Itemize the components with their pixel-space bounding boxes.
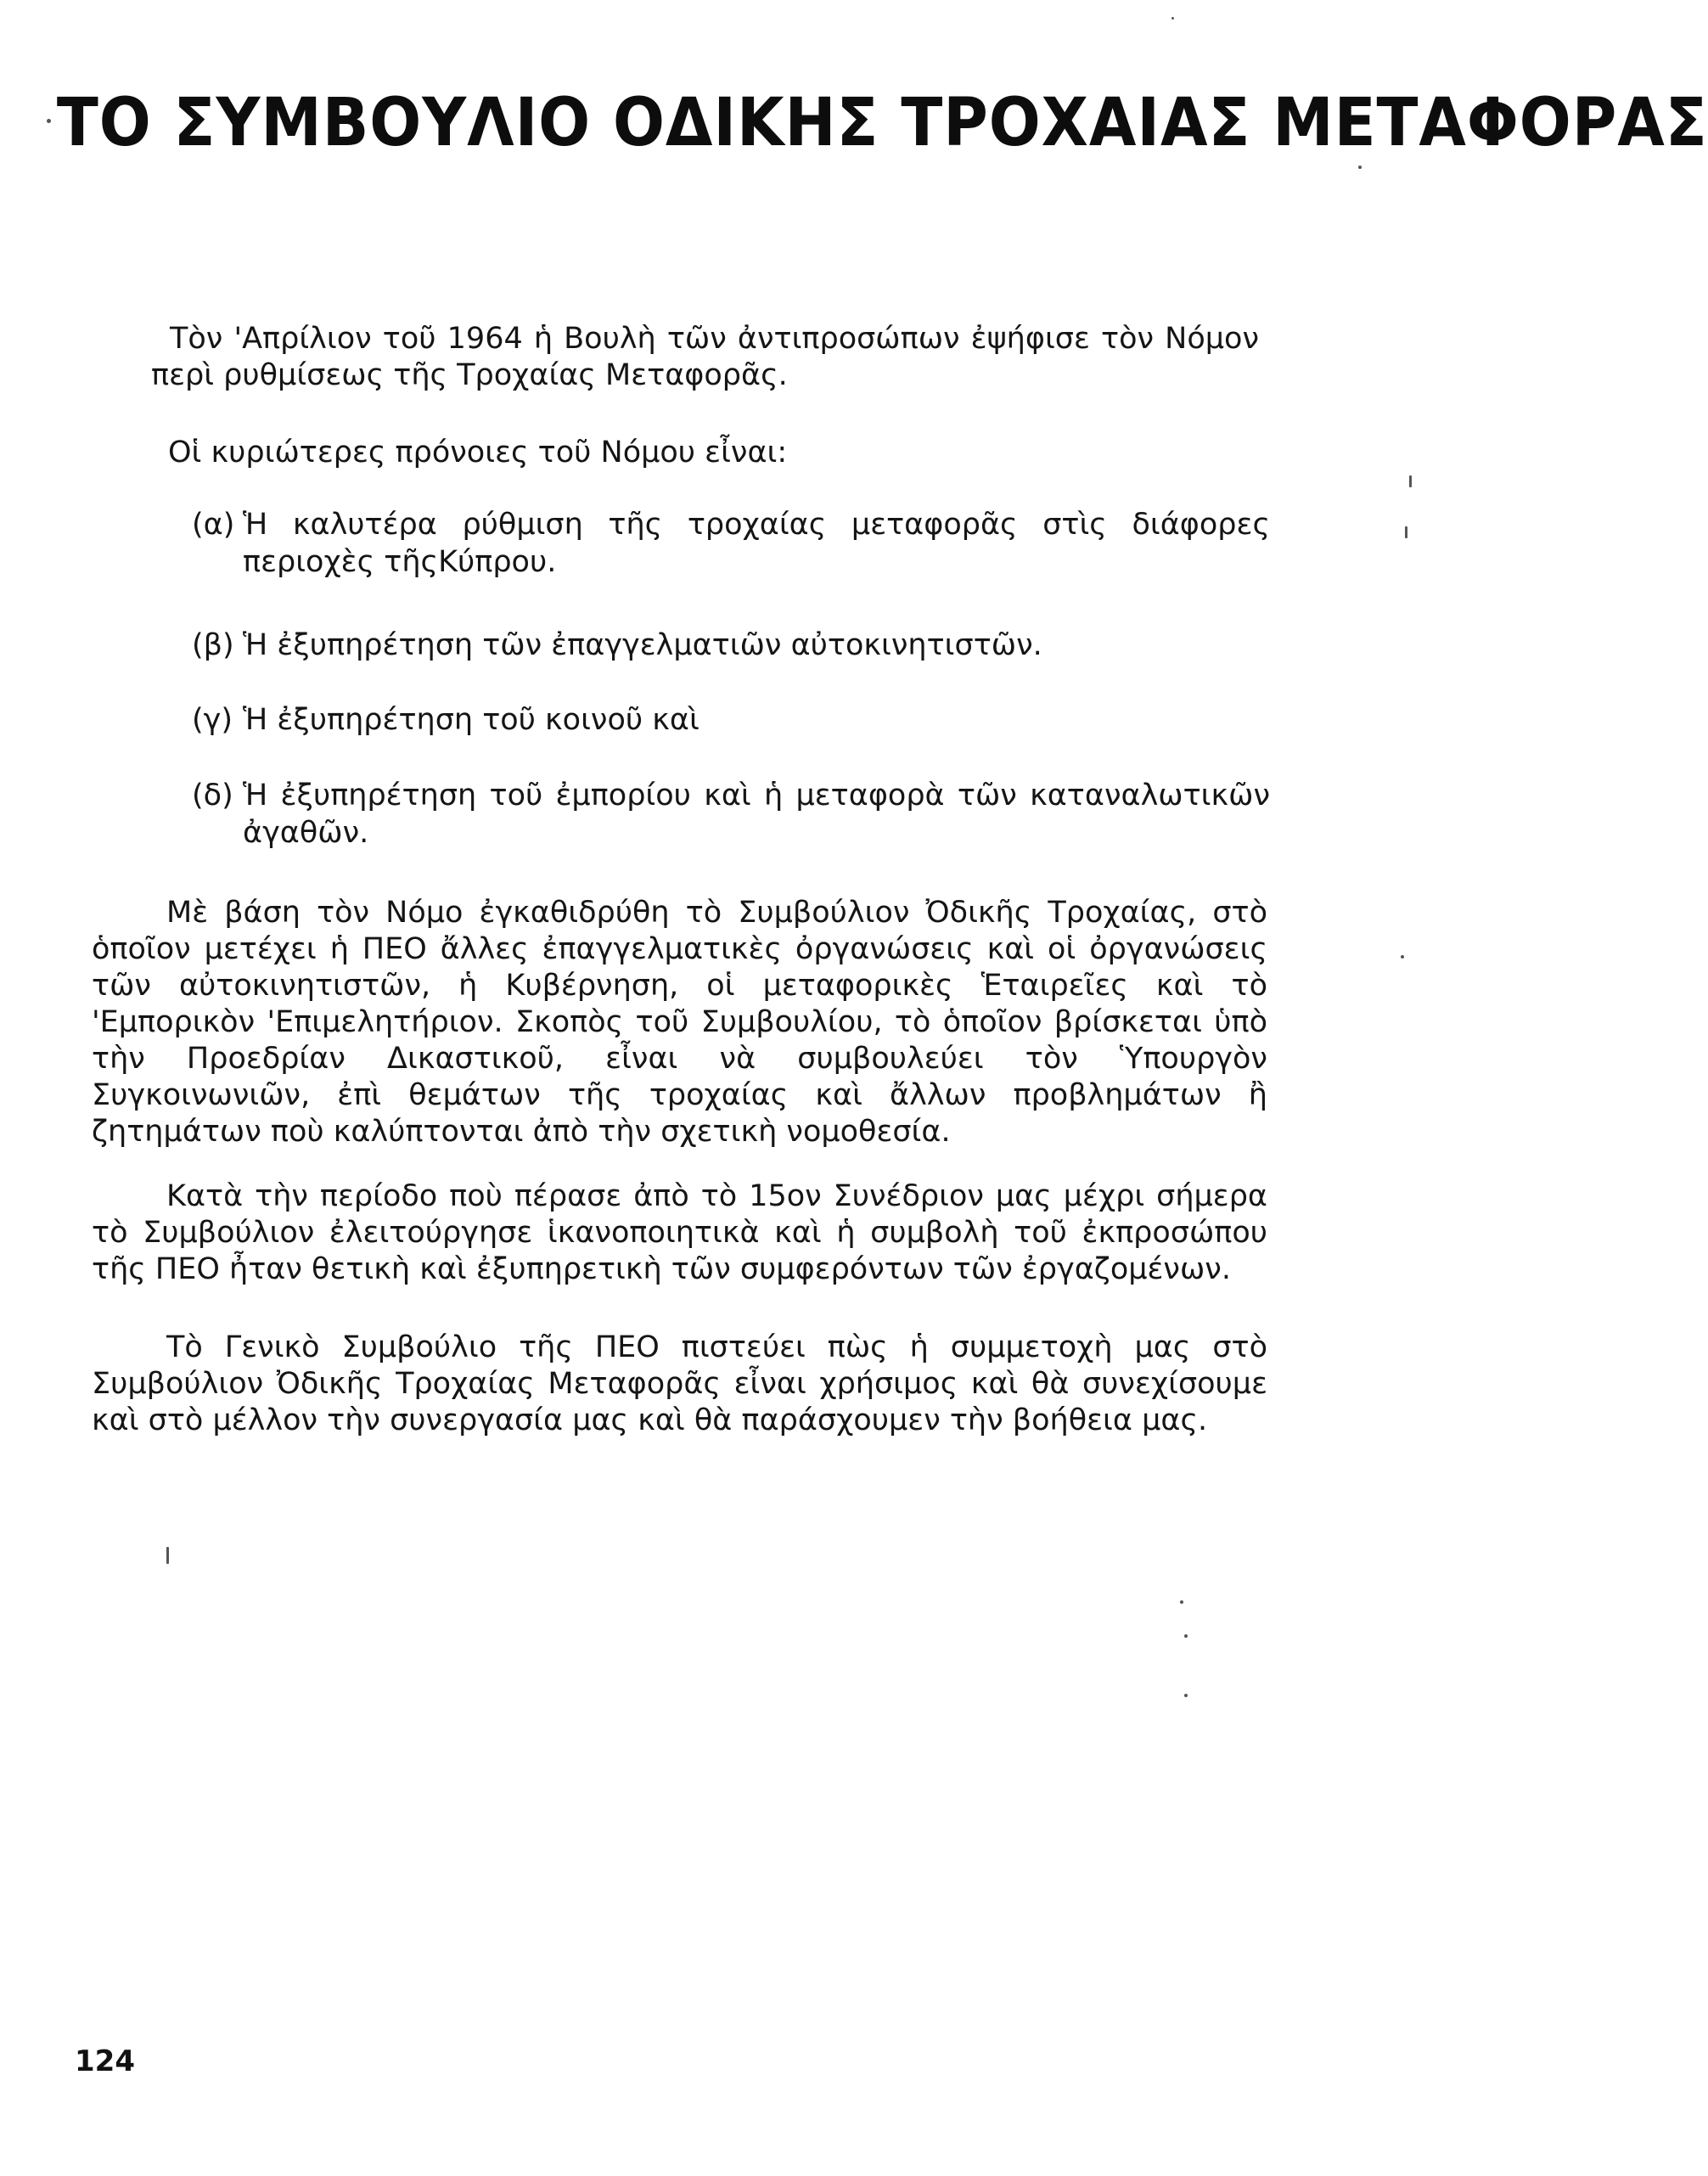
scan-speck: [1401, 955, 1404, 959]
page-number: 124: [75, 2044, 135, 2078]
council-paragraph: Μὲ βάση τὸν Νόμο ἐγκαθιδρύθη τὸ Συμβούλιον Ὀδικῆς Τροχαίας, στὸ ὁποῖον μετέχει ἡ ΠΕΟ ἄλλες ἐπαγγελματικὲς ὀργανώσεις καὶ οἱ ὀργανώσεις τῶν αὐτοκινητιστῶν, ἡ Κυβέρνηση, οἱ μεταφορικὲς Ἑταιρεῖες καὶ τὸ 'Εμπορικὸν 'Επιμελητήριον. Σκοπὸς τοῦ Συμβουλίου, τὸ ὁποῖον βρίσκεται ὑπὸ τὴν Προεδρίαν Δικαστικοῦ, εἶναι νὰ συμβουλεύει τὸν Ὑπουργὸν Συγκοινωνιῶν, ἐπὶ θεμάτων τῆς τροχαίας καὶ ἄλλων προβλημάτων ἢ ζητημάτων ποὺ καλύπτονται ἀπὸ τὴν σχετικὴ νομοθεσία.: [92, 896, 1267, 1149]
scan-speck: [47, 119, 51, 123]
scan-speck: [1171, 17, 1174, 20]
period-paragraph: Κατὰ τὴν περίοδο ποὺ πέρασε ἀπὸ τὸ 15ον Συνέδριον μας μέχρι σήμερα τὸ Συμβούλιον ἐλειτούργησε ἱκανοποιητικὰ καὶ ἡ συμβολὴ τοῦ ἐκπροσώπου τῆς ΠΕΟ ἦταν θετικὴ καὶ ἐξυπηρετικὴ τῶν συμφερόντων τῶν ἐργαζομένων.: [92, 1179, 1267, 1286]
scan-speck: [1180, 1600, 1183, 1604]
scan-speck: [166, 1547, 169, 1564]
provision-marker: (β): [192, 628, 234, 662]
scan-speck: [1405, 526, 1407, 538]
scan-speck: [1409, 475, 1412, 487]
scan-speck: [1184, 1634, 1188, 1638]
intro-paragraph: Τὸν 'Απρίλιον τοῦ 1964 ἡ Βουλὴ τῶν ἀντιπροσώπων ἐψήφισε τὸν Νόμον περὶ ρυθμίσεως τῆς Τροχαίας Μεταφορᾶς.: [151, 322, 1259, 392]
general-council-paragraph: Τὸ Γενικὸ Συμβούλιο τῆς ΠΕΟ πιστεύει πὼς ἡ συμμετοχὴ μας στὸ Συμβούλιον Ὀδικῆς Τροχαίας Μεταφορᾶς εἶναι χρήσιμος καὶ θὰ συνεχίσουμε καὶ στὸ μέλλον τὴν συνεργασία μας καὶ θὰ παράσχουμεν τὴν βοήθεια μας.: [92, 1330, 1267, 1437]
scan-speck: [1184, 1694, 1188, 1697]
provision-marker: (γ): [192, 703, 233, 737]
provision-text: Ἡ ἐξυπηρέτηση τῶν ἐπαγγελματιῶν αὐτοκινητιστῶν.: [243, 628, 1042, 662]
provision-text: Ἡ ἐξυπηρέτηση τοῦ ἐμπορίου καὶ ἡ μεταφορὰ τῶν καταναλωτικῶν ἀγαθῶν.: [243, 779, 1270, 850]
provisions-heading: Οἱ κυριώτερες πρόνοιες τοῦ Νόμου εἶναι:: [168, 436, 788, 469]
provision-text: Ἡ ἐξυπηρέτηση τοῦ κοινοῦ καὶ: [243, 703, 699, 737]
provision-marker: (δ): [192, 779, 233, 812]
provision-text: Ἡ καλυτέρα ρύθμιση τῆς τροχαίας μεταφορᾶς στὶς διάφορες περιοχὲς τῆςΚύπρου.: [243, 508, 1270, 579]
page-title: ΤΟ ΣΥΜΒΟΥΛΙΟ ΟΔΙΚΗΣ ΤΡΟΧΑΙΑΣ ΜΕΤΑΦΟΡΑΣ: [56, 85, 1708, 161]
scan-speck: [1358, 166, 1362, 169]
provision-marker: (α): [192, 508, 235, 542]
